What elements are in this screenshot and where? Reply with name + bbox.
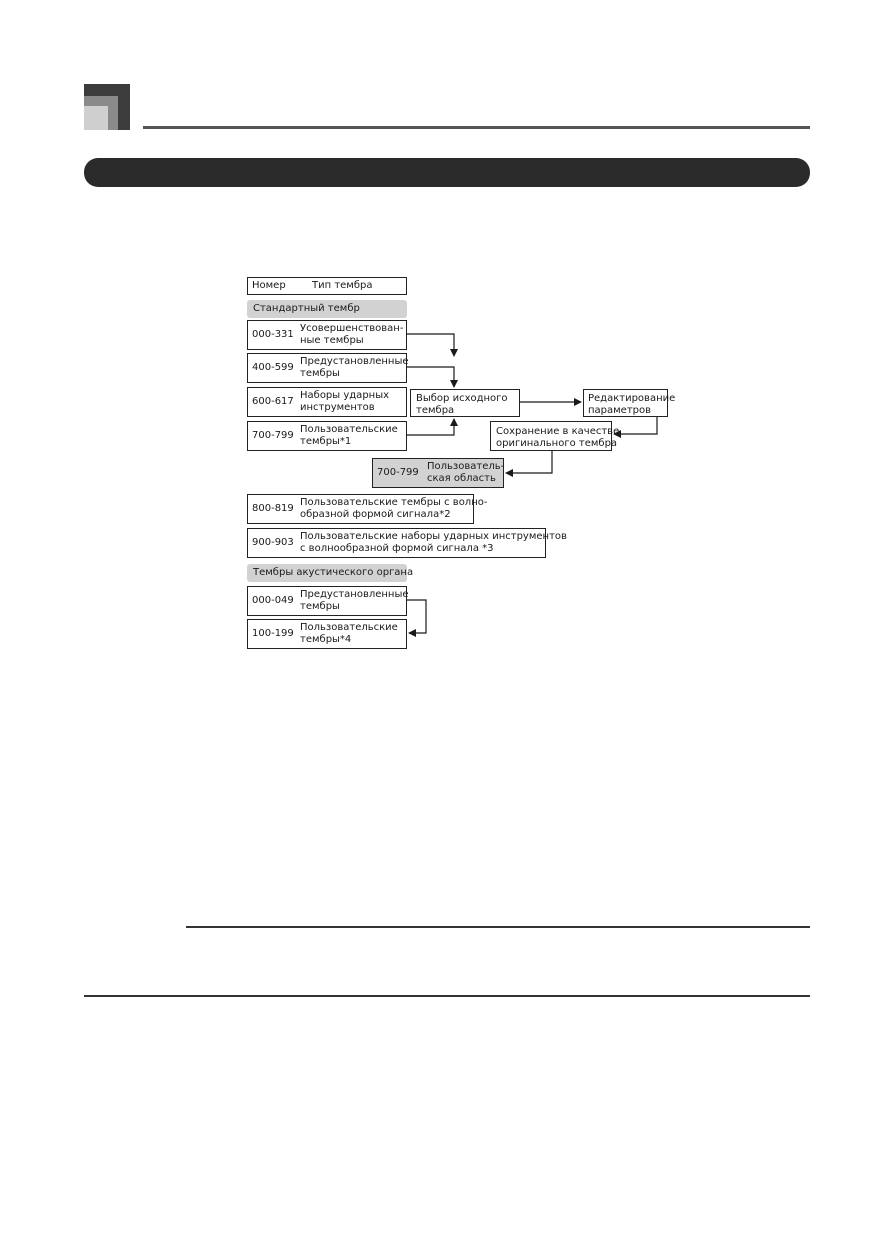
select-base-line1: Выбор исходного: [416, 393, 508, 404]
row-text-line2: тембры: [300, 368, 340, 379]
arrow-save-to-user-area: [506, 451, 552, 473]
row-range: 000-331: [252, 329, 294, 340]
arrow-edit-to-save: [614, 417, 657, 434]
user-area-line1: Пользователь-: [427, 461, 505, 472]
arrow-user-to-select: [407, 419, 454, 435]
select-base-line2: тембра: [416, 405, 455, 416]
row-text-line1: Пользовательские: [300, 622, 398, 633]
arrow-advanced-to-preset: [407, 334, 454, 356]
row-text-line2: с волнообразной формой сигнала *3: [300, 543, 494, 554]
footer-divider: [84, 995, 810, 997]
user-area-line2: ская область: [427, 473, 496, 484]
row-range: 000-049: [252, 595, 294, 606]
arrow-preset-to-select: [407, 367, 454, 387]
header-type: Тип тембра: [312, 280, 373, 291]
save-original-line1: Сохранение в качестве: [496, 426, 620, 437]
row-text-line1: Наборы ударных: [300, 390, 390, 401]
row-text-line2: инструментов: [300, 402, 375, 413]
row-text-line1: Пользовательские тембры с волно-: [300, 497, 488, 508]
row-text-line2: тембры*1: [300, 436, 352, 447]
note-divider: [186, 926, 810, 928]
row-text-line2: образной формой сигнала*2: [300, 509, 451, 520]
row-text-line2: ные тембры: [300, 335, 364, 346]
row-text-line1: Пользовательские: [300, 424, 398, 435]
edit-params-line1: Редактирование: [588, 393, 676, 404]
row-text-line1: Предустановленные: [300, 589, 409, 600]
row-range: 400-599: [252, 362, 294, 373]
user-area-range: 700-799: [377, 467, 419, 478]
row-text-line1: Пользовательские наборы ударных инструментов: [300, 531, 567, 542]
organ-tone-label: Тембры акустического органа: [247, 564, 407, 582]
row-range: 700-799: [252, 430, 294, 441]
row-text-line2: тембры*4: [300, 634, 352, 645]
row-range: 100-199: [252, 628, 294, 639]
header-number: Номер: [252, 280, 286, 291]
row-range: 800-819: [252, 503, 294, 514]
row-range: 600-617: [252, 396, 294, 407]
row-range: 900-903: [252, 537, 294, 548]
standard-tone-label: Стандартный тембр: [247, 300, 407, 318]
edit-params-line2: параметров: [588, 405, 652, 416]
row-text-line1: Усовершенствован-: [300, 323, 404, 334]
row-text-line2: тембры: [300, 601, 340, 612]
arrow-organ-preset-to-user: [407, 600, 426, 633]
row-text-line1: Предустановленные: [300, 356, 409, 367]
save-original-line2: оригинального тембра: [496, 438, 618, 449]
